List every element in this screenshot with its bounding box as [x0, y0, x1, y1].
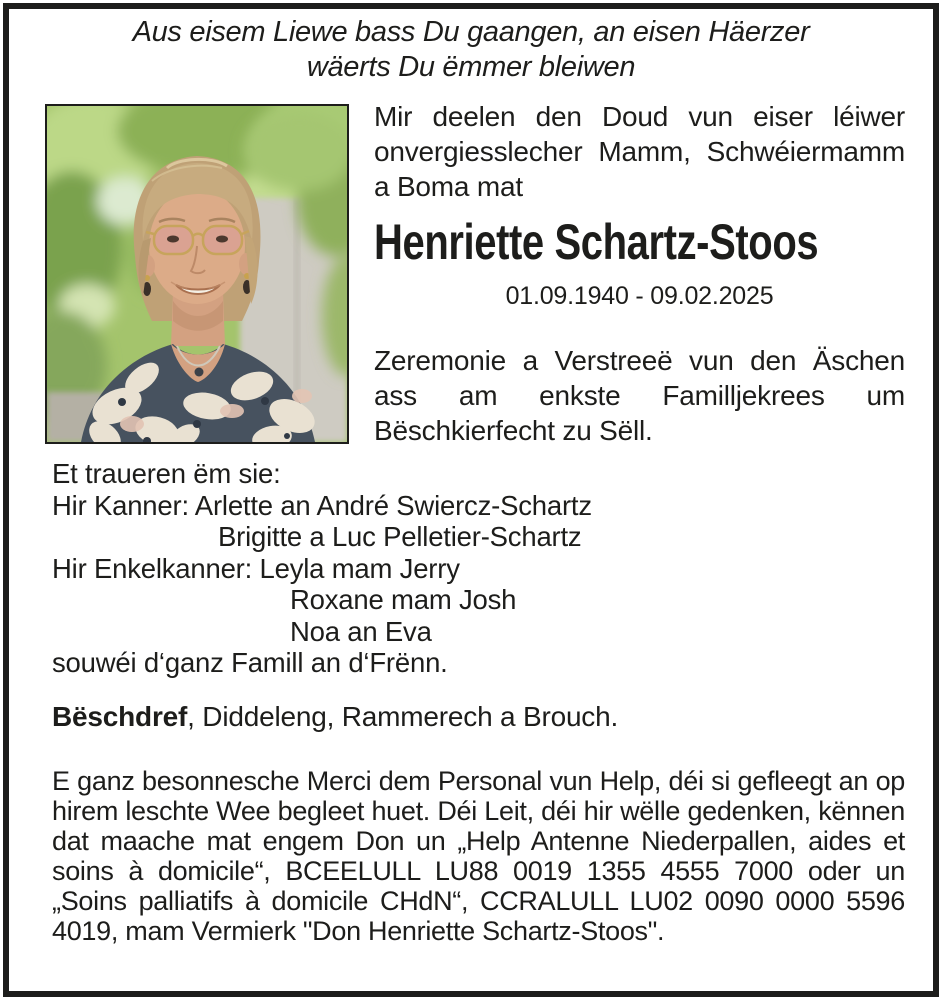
announcement-column — [374, 99, 905, 448]
mourner-line: Noa an Eva — [290, 615, 432, 647]
deceased-name: Henriette Schartz-Stoos — [374, 214, 819, 270]
places-line — [52, 701, 905, 733]
mourner-line: Roxane mam Josh — [290, 584, 517, 615]
mourner-line: Hir Kanner: Arlette an André Swiercz-Schartz — [52, 489, 592, 521]
places-bold: Bëschdref — [52, 701, 188, 732]
epigraph-line2: wäerts Du ëmmer bleiwen — [306, 51, 636, 83]
mourner-line: Brigitte a Luc Pelletier-Schartz — [218, 521, 582, 552]
mourners-section — [52, 458, 905, 679]
epigraph — [30, 15, 912, 85]
places-rest: , Diddeleng, Rammerech a Brouch. — [187, 701, 619, 732]
life-dates: 01.09.1940 - 09.02.2025 — [505, 282, 774, 310]
portrait-photo — [45, 104, 349, 444]
mourner-line: Hir Enkelkanner: Leyla mam Jerry — [52, 552, 460, 584]
ceremony-info: Zeremonie a Verstreeë vun den Äschen ass am enkste Familljekrees um Bëschkierfecht zu Sëll. — [374, 345, 905, 446]
announcement-intro: Mir deelen den Doud vun eiser léiwer onvergiesslecher Mamm, Schwéiermamm a Boma mat — [374, 101, 905, 202]
epigraph-line1: Aus eisem Liewe bass Du gaangen, an eisen Häerzer — [132, 16, 810, 48]
thanks-paragraph: E ganz besonnesche Merci dem Personal vun Help, déi si gefleegt an op hirem leschte Wee begleet huet. Déi Leit, déi hir wëlle gedenken, kënnen dat maache mat engem Don un „Help Antenne Niederpallen, aides et soins à domicile“, BCEELULL LU88 0019 1355 4555 7000 oder un „Soins palliatifs à domicile CHdN“, CCRALULL LU02 0090 0000 5596 4019, mam Vermierk "Don Henriette Schartz-Stoos". — [52, 766, 905, 946]
mourner-line: souwéi d‘ganz Famill an d‘Frënn. — [52, 647, 448, 678]
mourner-line: Et traueren ëm sie: — [52, 458, 281, 489]
portrait-illustration — [47, 106, 347, 442]
